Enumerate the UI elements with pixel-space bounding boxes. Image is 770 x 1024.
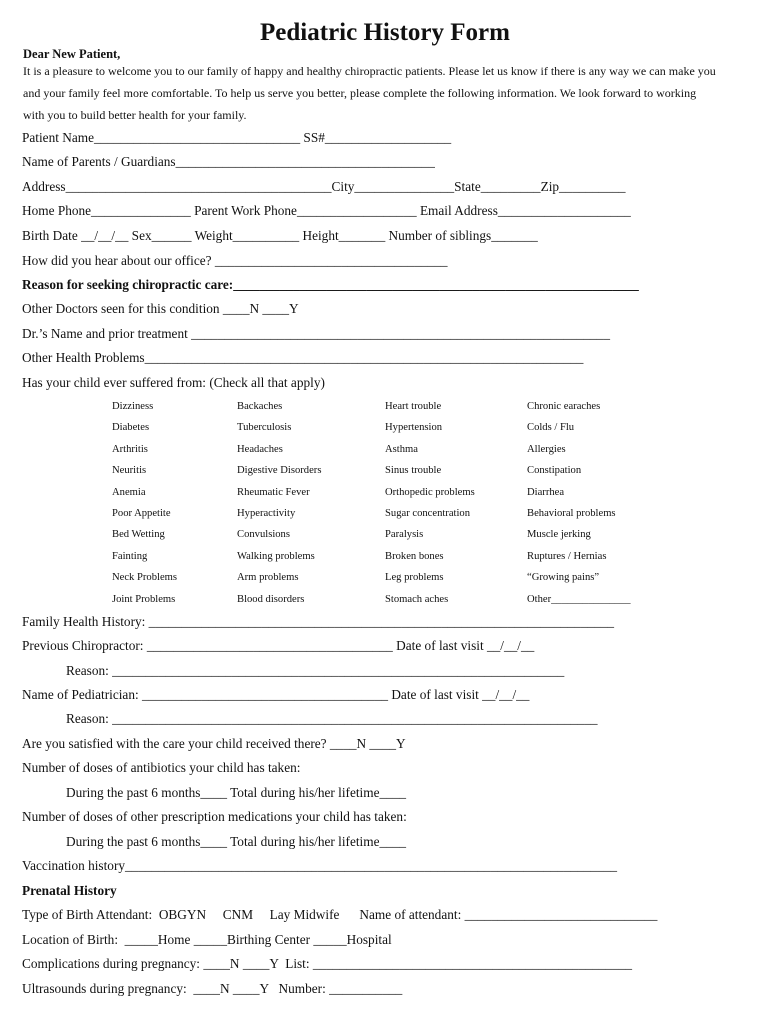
other-problems-field[interactable]: Other Health Problems__________________________________________________________________ — [22, 350, 584, 365]
antibiotics-prompt: Number of doses of antibiotics your child has taken: — [22, 760, 301, 775]
condition-option[interactable]: Diabetes — [112, 422, 150, 434]
condition-option[interactable]: Poor Appetite — [112, 508, 171, 519]
satisfied-field[interactable]: Are you satisfied with the care your child received there? ____N ____Y — [22, 736, 406, 751]
other-doctors-field[interactable]: Other Doctors seen for this condition ____N ____Y — [22, 301, 299, 316]
antibiotics-detail-field[interactable]: During the past 6 months____ Total during his/her lifetime____ — [66, 785, 407, 800]
suffered-prompt: Has your child ever suffered from: (Check all that apply) — [22, 375, 325, 390]
chiropractor-reason-field[interactable]: Reason: ____________________________________________________________________ — [66, 663, 565, 678]
condition-option[interactable]: Neuritis — [112, 465, 147, 477]
intro-line-2: and your family feel more comfortable. To help us serve you better, please complete the following information. We look forward to working — [23, 86, 697, 100]
condition-option[interactable]: Blood disorders — [237, 593, 305, 605]
condition-option[interactable]: Behavioral problems — [527, 508, 616, 519]
condition-option[interactable]: Paralysis — [385, 529, 424, 541]
condition-option[interactable]: Allergies — [527, 443, 566, 455]
parents-field[interactable]: Name of Parents / Guardians_______________________________________ — [22, 154, 435, 169]
birth-info-field[interactable]: Birth Date __/__/__ Sex______ Weight__________ Height_______ Number of siblings_______ — [22, 228, 538, 243]
prenatal-heading: Prenatal History — [22, 883, 117, 898]
heard-about-field[interactable]: How did you hear about our office? ___________________________________ — [22, 253, 448, 268]
address-field[interactable]: Address________________________________________City_______________State_________Zip__________ — [22, 179, 626, 194]
condition-option[interactable]: Arm problems — [237, 572, 299, 584]
complications-field[interactable]: Complications during pregnancy: ____N ____Y List: ________________________________________________ — [22, 956, 633, 971]
condition-option[interactable]: Dizziness — [112, 401, 154, 412]
phones-field[interactable]: Home Phone_______________ Parent Work Phone__________________ Email Address____________________ — [22, 203, 631, 218]
condition-option[interactable]: Tuberculosis — [237, 422, 292, 434]
prescription-prompt: Number of doses of other prescription medications your child has taken: — [22, 809, 407, 824]
reason-field[interactable]: Reason for seeking chiropractic care:_____________________________________________________________ — [22, 277, 639, 292]
condition-option[interactable]: Headaches — [237, 443, 283, 455]
vaccination-field[interactable]: Vaccination history__________________________________________________________________________ — [22, 858, 618, 873]
condition-option[interactable]: Hypertension — [385, 422, 443, 434]
intro-line-1: It is a pleasure to welcome you to our family of happy and healthy chiropractic patients. Please let us know if there is any way we can make you — [23, 64, 716, 78]
previous-chiropractor-field[interactable]: Previous Chiropractor: _____________________________________ Date of last visit __/__/__ — [22, 638, 535, 653]
condition-option[interactable]: Walking problems — [237, 550, 315, 562]
condition-option[interactable]: Rheumatic Fever — [237, 486, 310, 498]
condition-option[interactable]: Sinus trouble — [385, 465, 442, 477]
condition-option[interactable]: Leg problems — [385, 572, 444, 584]
condition-option[interactable]: Colds / Flu — [527, 422, 575, 434]
condition-option[interactable]: Orthopedic problems — [385, 486, 475, 498]
pediatrician-field[interactable]: Name of Pediatrician: _____________________________________ Date of last visit __/__/__ — [22, 687, 530, 702]
birth-attendant-field[interactable]: Type of Birth Attendant: OBGYN CNM Lay Midwife Name of attendant: _____________________________ — [22, 907, 658, 922]
condition-option[interactable]: Neck Problems — [112, 572, 178, 584]
condition-option[interactable]: Broken bones — [385, 550, 444, 562]
patient-name-field[interactable]: Patient Name_______________________________ SS#___________________ — [22, 130, 452, 145]
condition-option[interactable]: Convulsions — [237, 529, 290, 541]
condition-option[interactable]: Constipation — [527, 465, 582, 477]
condition-option[interactable]: Stomach aches — [385, 593, 449, 605]
condition-option[interactable]: Other_______________ — [527, 593, 631, 605]
birth-location-field[interactable]: Location of Birth: _____Home _____Birthing Center _____Hospital — [22, 932, 392, 947]
pediatrician-reason-field[interactable]: Reason: _________________________________________________________________________ — [66, 711, 598, 726]
greeting: Dear New Patient, — [23, 47, 121, 61]
condition-option[interactable]: Sugar concentration — [385, 508, 471, 519]
condition-option[interactable]: Muscle jerking — [527, 529, 591, 541]
condition-option[interactable]: Ruptures / Hernias — [527, 550, 607, 562]
condition-option[interactable]: Joint Problems — [112, 593, 176, 605]
condition-option[interactable]: Digestive Disorders — [237, 465, 322, 477]
condition-option[interactable]: Arthritis — [112, 443, 148, 455]
form-title: Pediatric History Form — [260, 19, 510, 46]
condition-option[interactable]: Bed Wetting — [112, 529, 165, 541]
condition-option[interactable]: Asthma — [385, 443, 418, 455]
ultrasounds-field[interactable]: Ultrasounds during pregnancy: ____N ____Y Number: ___________ — [22, 981, 403, 996]
condition-option[interactable]: Backaches — [237, 401, 283, 412]
condition-option[interactable]: “Growing pains” — [527, 572, 600, 584]
condition-option[interactable]: Hyperactivity — [237, 508, 296, 519]
condition-option[interactable]: Chronic earaches — [527, 401, 601, 412]
family-history-field[interactable]: Family Health History: ______________________________________________________________________ — [22, 614, 615, 629]
condition-option[interactable]: Diarrhea — [527, 486, 565, 498]
condition-option[interactable]: Heart trouble — [385, 401, 442, 412]
prescription-detail-field[interactable]: During the past 6 months____ Total during his/her lifetime____ — [66, 834, 407, 849]
dr-name-field[interactable]: Dr.’s Name and prior treatment _______________________________________________________________ — [22, 326, 610, 341]
intro-line-3: with you to build better health for your family. — [23, 108, 247, 122]
condition-option[interactable]: Fainting — [112, 550, 148, 562]
condition-option[interactable]: Anemia — [112, 486, 146, 498]
